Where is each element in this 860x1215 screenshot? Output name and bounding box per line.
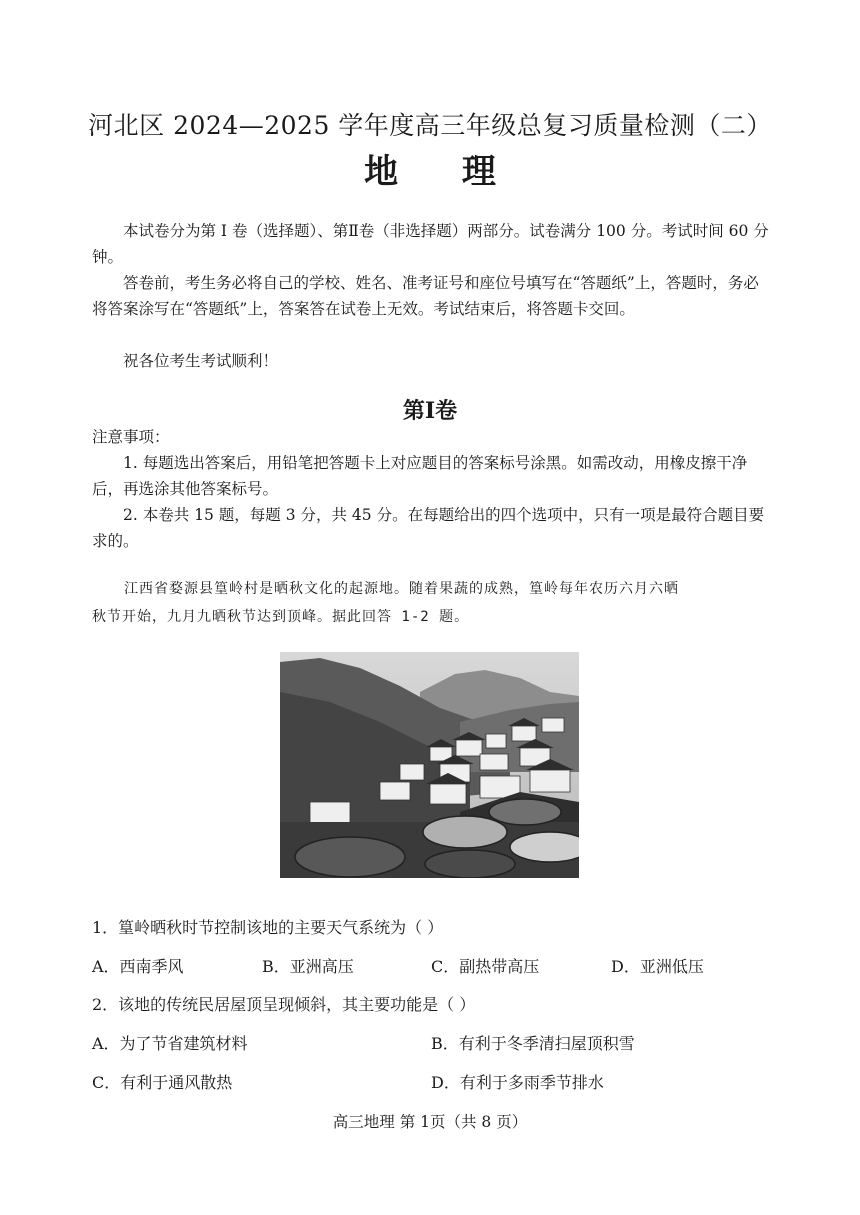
village-photo-illustration <box>280 652 579 878</box>
question-2-option-a: A．为了节省建筑材料 <box>92 1034 248 1053</box>
question-1-option-a: A．西南季风 <box>92 957 184 976</box>
question-2-stem: 2．该地的传统民居屋顶呈现倾斜，其主要功能是（ ） <box>92 995 476 1014</box>
question-2-option-d: D．有利于多雨季节排水 <box>431 1073 604 1092</box>
question-1-stem: 1．篁岭晒秋时节控制该地的主要天气系统为（ ） <box>92 918 444 937</box>
intro-paragraph-2: 答卷前，考生务必将自己的学校、姓名、准考证号和座位号填写在“答题纸”上，答题时，务必将答案涂写在“答题纸”上，答案答在试卷上无效。考试结束后，将答题卡交回。 <box>92 274 759 318</box>
question-2-option-b: B．有利于冬季清扫屋顶积雪 <box>431 1034 635 1053</box>
question-2-option-c: C．有利于通风散热 <box>92 1073 233 1092</box>
village-photo <box>280 652 579 878</box>
notice-label: 注意事项： <box>92 428 170 446</box>
subject-title: 地 理 <box>364 152 522 192</box>
section-title: 第Ⅰ卷 <box>402 398 458 424</box>
intro-paragraph-3: 祝各位考生考试顺利！ <box>123 352 279 370</box>
question-1-option-d: D．亚洲低压 <box>611 957 704 976</box>
page-footer: 高三地理 第 1页（共 8 页） <box>332 1113 528 1131</box>
exam-title: 河北区 2024—2025 学年度高三年级总复习质量检测（二） <box>88 111 772 140</box>
question-1-option-c: C．副热带高压 <box>431 957 540 976</box>
lead-line-1: 江西省婺源县篁岭村是晒秋文化的起源地。随着果蔬的成熟，篁岭每年农历六月六晒 <box>124 581 679 597</box>
notice-item-2: 2. 本卷共 15 题，每题 3 分，共 45 分。在每题给出的四个选项中，只有一项是最符合题目要求的。 <box>92 506 765 550</box>
intro-paragraph-1: 本试卷分为第 I 卷（选择题）、第Ⅱ卷（非选择题）两部分。试卷满分 100 分。考试时间 60 分钟。 <box>92 222 769 266</box>
notice-item-1: 1. 每题选出答案后，用铅笔把答题卡上对应题目的答案标号涂黑。如需改动，用橡皮擦干净后，再选涂其他答案标号。 <box>92 454 748 498</box>
question-1-option-b: B．亚洲高压 <box>262 957 354 976</box>
lead-line-2: 秋节开始，九月九晒秋节达到顶峰。据此回答 1-2 题。 <box>92 609 470 625</box>
